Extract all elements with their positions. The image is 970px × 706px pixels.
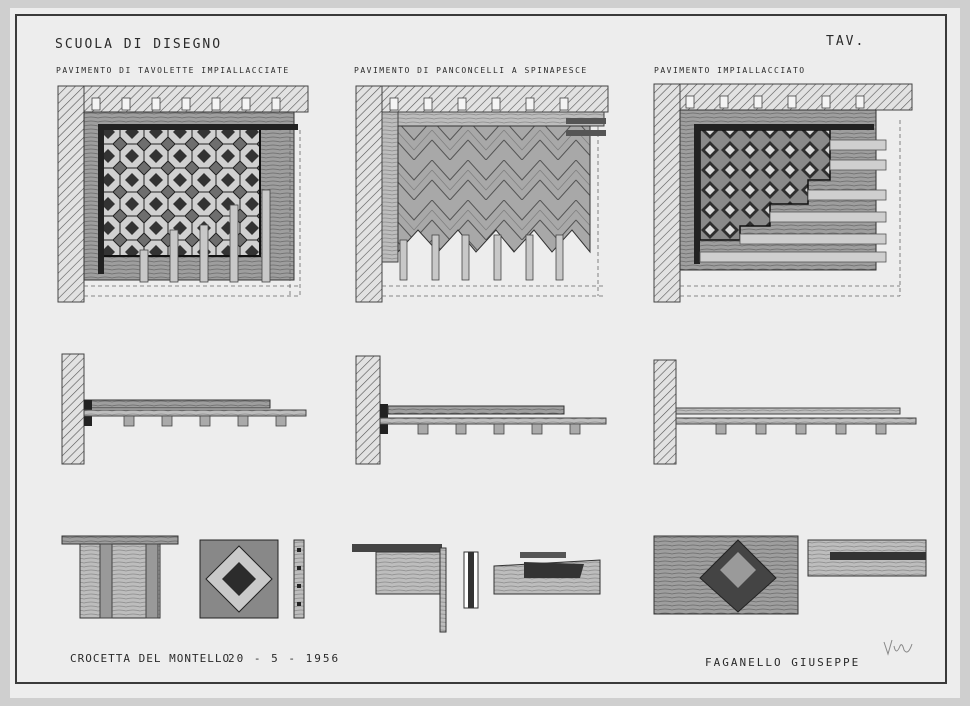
signature-icon (882, 636, 916, 660)
place-label: CROCETTA DEL MONTELLO (70, 652, 231, 665)
panel-1-caption: PAVIMENTO DI TAVOLETTE IMPIALLACCIATE (56, 66, 290, 75)
author-name: FAGANELLO GIUSEPPE (705, 656, 861, 669)
date-label: 20 - 5 - 1956 (228, 652, 341, 665)
panel-3-plan (654, 84, 912, 302)
plate-label: TAV. (826, 34, 866, 49)
panel-2-section (356, 356, 606, 464)
panel-2-details (352, 544, 600, 632)
panel-1-details (62, 536, 304, 618)
panel-3-details (654, 536, 926, 614)
panel-2-caption: PAVIMENTO DI PANCONCELLI A SPINAPESCE (354, 66, 588, 75)
school-title: SCUOLA DI DISEGNO (55, 37, 223, 52)
panel-1-section (62, 354, 306, 464)
panel-3-section (654, 360, 916, 464)
panel-3-caption: PAVIMENTO IMPIALLACCIATO (654, 66, 806, 75)
panel-2-plan (356, 86, 608, 302)
panel-1-plan (58, 86, 308, 302)
